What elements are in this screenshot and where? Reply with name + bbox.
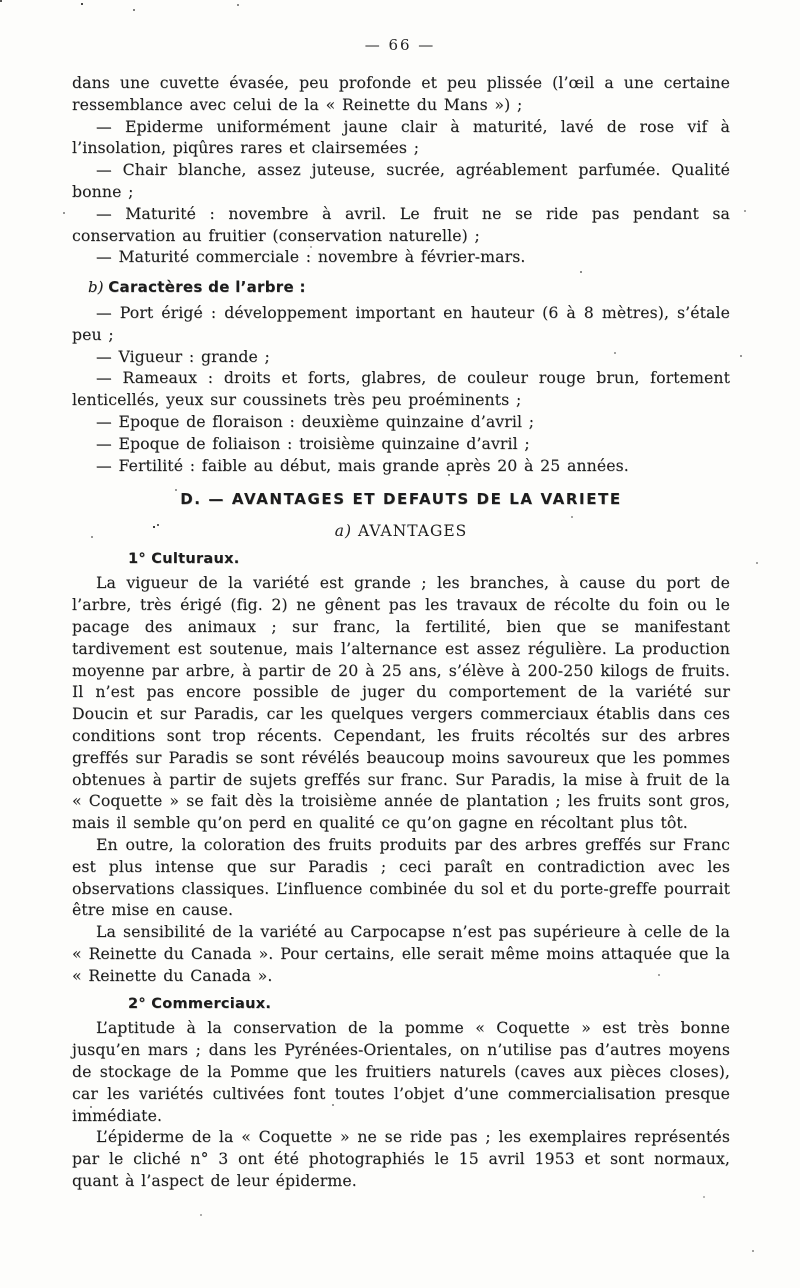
tree-characteristics-list [72,302,730,476]
paragraph-coloration: En outre, la coloration des fruits produits par des arbres greffés sur Franc est plus intense que sur Paradis ; ceci paraît en contradiction avec les observations classiques. L’influence combinée du sol et du porte-greffe pourrait être mise en cause. [72,834,730,920]
tree-heading-label: b) [88,278,104,297]
page-number: — 66 — [364,36,436,54]
commercial-paragraphs [72,1017,730,1191]
tree-item-port: — Port érigé : développement important en hauteur (6 à 8 mètres), s’étale peu ; [72,302,730,344]
tree-item-vigueur: — Vigueur : grande ; [96,346,270,366]
scan-noise-specks [0,0,2,2]
subsection-heading-avantages [72,521,730,541]
paragraph-conservation: L’aptitude à la conservation de la pomme « Coquette » est très bonne jusqu’en mars ; dans les Pyrénées-Orientales, on n’utilise pas d’autres moyens de stockage de la Pomme que les fruitiers naturels (caves aux pièces closes), car les variétés cultivées font toutes l’objet d’une commercialisation presque immédiate. [72,1018,730,1125]
fruit-characteristics-list [72,116,730,269]
heading-commerciaux: 2° Commerciaux. [128,996,272,1013]
subsection-heading-text: AVANTAGES [357,522,468,541]
fruit-item-chair: — Chair blanche, assez juteuse, sucrée, agréablement parfumée. Qualité bonne ; [72,160,730,201]
tree-item-floraison: — Epoque de floraison : deuxième quinzaine d’avril ; [96,411,535,431]
tree-heading-text: Caractères de l’arbre : [108,278,306,297]
paragraph-sensibilite-carpocapse: La sensibilité de la variété au Carpocapse n’est pas supérieure à celle de la « Reinette du Canada ». Pour certains, elle serait même moins attaquée que la « Reinette du Canada ». [72,922,730,985]
tree-item-foliaison: — Epoque de foliaison : troisième quinzaine d’avril ; [96,433,530,453]
tree-section-heading [72,277,730,299]
paragraph-fruit-continuation: dans une cuvette évasée, peu profonde et peu plissée (l’œil a une certaine ressemblance avec celui de la « Reinette du Mans ») ; [72,73,730,114]
paragraph-vigueur-production: La vigueur de la variété est grande ; les branches, à cause du port de l’arbre, très érigé (fig. 2) ne gênent pas les travaux de récolte du foin ou le pacage des animaux ; sur franc, la fertilité, bien que se manifestant tardivement est soutenue, mais l’alternance est assez régulière. La production moyenne par arbre, à partir de 20 à 25 ans, s’élève à 200-250 kilogs de fruits. Il n’est pas encore possible de juger du comportement de la variété sur Doucin et sur Paradis, car les quelques vergers commerciaux établis dans ces conditions sont trop récents. Cependant, les fruits récoltés sur des arbres greffés sur Paradis se sont révélés beaucoup moins savoureux que les pommes obtenues à partir de sujets greffés sur franc. Sur Paradis, la mise à fruit de la « Coquette » se fait dès la troisième année de plantation ; les fruits sont gros, mais il semble qu’on perd en qualité ce qu’on gagne en récoltant plus tôt. [72,573,730,833]
fruit-item-epiderme: — Epiderme uniformément jaune clair à maturité, lavé de rose vif à l’insolation, piqûres rares et clairsemées ; [72,116,730,158]
tree-item-rameaux: — Rameaux : droits et forts, glabres, de couleur rouge brun, fortement lenticellés, yeux sur coussinets très peu proéminents ; [72,368,730,410]
paragraph-epiderme-cliche: L’épiderme de la « Coquette » ne se ride pas ; les exemplaires représentés par le cliché n° 3 ont été photographiés le 15 avril 1953 et sont normaux, quant à l’aspect de leur épiderme. [72,1127,730,1191]
subsection-heading-label: a) [334,522,353,541]
text-column [72,72,730,1192]
fruit-item-maturite: — Maturité : novembre à avril. Le fruit ne se ride pas pendant sa conservation au fruitier (conservation naturelle) ; [72,203,730,245]
tree-item-fertilite: — Fertilité : faible au début, mais grande après 20 à 25 années. [96,455,629,475]
heading-culturaux: 1° Culturaux. [128,551,240,568]
cultural-paragraphs [72,572,730,986]
section-heading-avantages-defauts: D. — AVANTAGES ET DEFAUTS DE LA VARIETE [180,490,622,509]
fruit-item-maturite-commerciale: — Maturité commerciale : novembre à février-mars. [96,247,526,267]
